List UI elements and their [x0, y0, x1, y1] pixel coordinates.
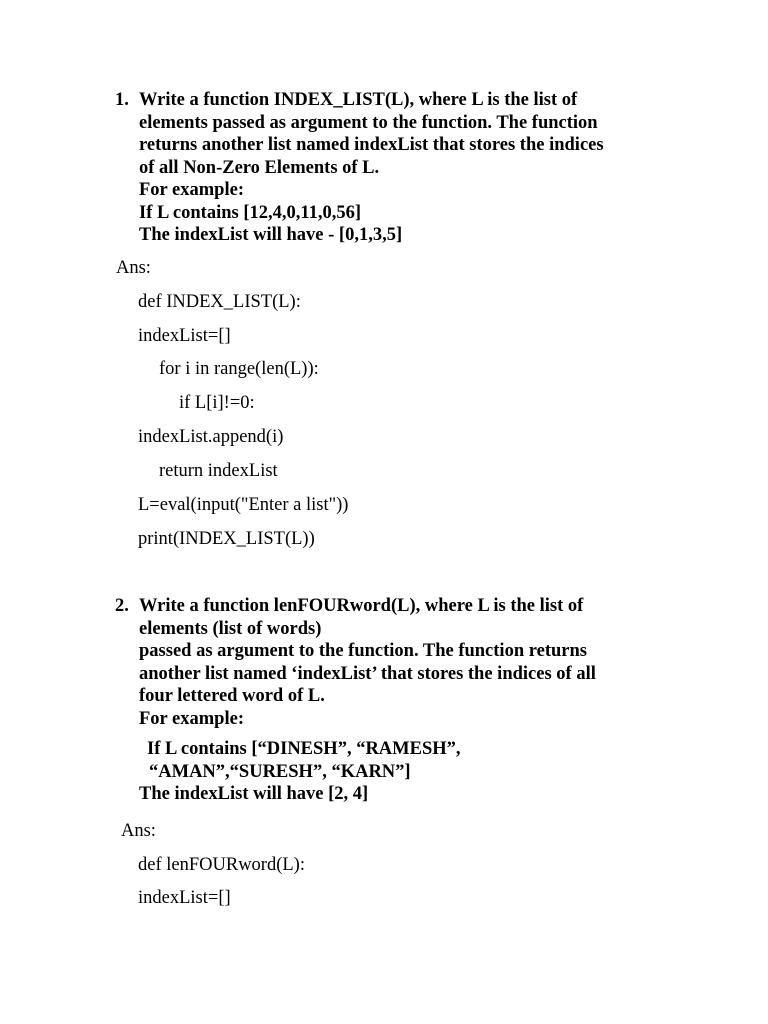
question-2-line: For example:: [139, 708, 244, 729]
question-2-line: four lettered word of L.: [139, 686, 325, 706]
question-2-line: “AMAN”,“SURESH”, “KARN”]: [149, 761, 411, 782]
question-2-line: elements (list of words): [139, 618, 322, 639]
question-1-number: 1.: [115, 90, 129, 110]
answer-1-code-line: if L[i]!=0:: [179, 393, 255, 413]
question-1-line: elements passed as argument to the function. The function: [139, 112, 598, 133]
question-1-line: Write a function INDEX_LIST(L), where L is the list of: [139, 90, 578, 110]
question-2-line: passed as argument to the function. The function returns: [139, 641, 587, 661]
question-2-line: The indexList will have [2, 4]: [139, 784, 369, 804]
answer-2-code-line: def lenFOURword(L):: [138, 855, 305, 875]
answer-1-code-line: indexList.append(i): [138, 427, 284, 447]
answer-1-code-line: return indexList: [159, 461, 278, 481]
question-1-line: If L contains [12,4,0,11,0,56]: [139, 202, 362, 223]
question-2: [115, 595, 675, 806]
answer-1-code-line: for i in range(len(L)):: [159, 359, 319, 379]
question-1-line: returns another list named indexList that stores the indices: [139, 135, 604, 155]
question-1-text: [139, 89, 675, 247]
question-1-line: of all Non-Zero Elements of L.: [139, 157, 380, 178]
answer-1-code-line: indexList=[]: [138, 326, 231, 346]
question-2-line: Write a function lenFOURword(L), where L is the list of: [139, 596, 584, 616]
answer-2-code-line: indexList=[]: [138, 888, 231, 908]
question-1-line: The indexList will have - [0,1,3,5]: [139, 225, 403, 245]
question-1: [115, 89, 675, 247]
question-1-line: For example:: [139, 180, 244, 200]
question-2-line: another list named ‘indexList’ that stores the indices of all: [139, 663, 596, 684]
answer-1-code-line: print(INDEX_LIST(L)): [138, 529, 315, 549]
question-2-text: [139, 595, 675, 806]
question-2-number: 2.: [115, 596, 129, 616]
answer-1-label: Ans:: [116, 258, 151, 278]
answer-1-code-line: L=eval(input("Enter a list")): [138, 495, 349, 515]
answer-2-label: Ans:: [121, 821, 156, 841]
question-2-line: If L contains [“DINESH”, “RAMESH”,: [147, 739, 461, 759]
answer-1-code-line: def INDEX_LIST(L):: [138, 292, 301, 312]
